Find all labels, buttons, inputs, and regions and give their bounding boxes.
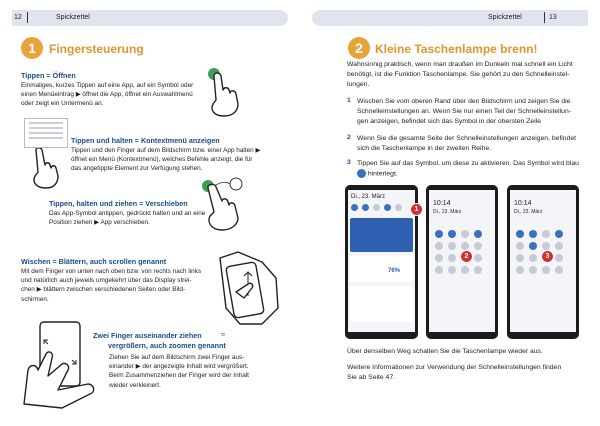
phone-screenshot-3 <box>507 185 579 339</box>
notification-card <box>350 286 413 322</box>
tap-text: Einmaliges, kurzes Tippen auf eine App, auf ein Symbol oder einen Menüeintrag ▶ öffnet die App, öffnet ein Auswahlmenü oder zeigt ein Untermenü an. <box>21 82 194 108</box>
section-number-badge: 1 <box>21 37 43 59</box>
hold-hand-illustration <box>28 148 60 190</box>
swipe-heading: Wischen = Blättern, auch scrollen genannt <box>21 257 167 266</box>
section-title: Fingersteuerung <box>49 42 144 56</box>
outro-text-1: Über denselben Weg schalten Sie die Taschenlampe wieder aus. <box>347 348 543 355</box>
phone-time: 10:14 <box>514 200 532 207</box>
tap-hand-illustration <box>200 66 242 118</box>
right-running-title: Spickzettel <box>488 14 522 21</box>
step-number: 3 <box>347 159 351 166</box>
notification-card <box>350 218 413 252</box>
step-marker-badge: 2 <box>460 250 473 263</box>
step-number: 1 <box>347 97 351 104</box>
left-header-bar <box>12 10 288 26</box>
battery-percent: 76% <box>388 268 401 274</box>
step-marker-badge: 1 <box>410 203 423 216</box>
phone-time: 10:14 <box>433 200 451 207</box>
drag-heading: Tippen, halten und ziehen = Verschieben <box>49 199 188 208</box>
right-header-bar <box>312 10 588 26</box>
right-page-number: 13 <box>549 14 557 21</box>
drag-text: Das App-Symbol antippen, gedrückt halten und an eine Position ziehen ▶ App verschieben. <box>49 210 206 227</box>
context-menu-illustration <box>24 118 68 148</box>
drag-hand-illustration <box>198 176 254 232</box>
left-running-title: Spickzettel <box>56 14 90 21</box>
phone-screenshot-2 <box>426 185 498 339</box>
left-page-number: 12 <box>14 14 22 21</box>
zoom-hand-illustration <box>18 314 104 410</box>
zoom-text: Ziehen Sie auf dem Bildschirm zwei Finger aus- einander ▶ der angezeigte Inhalt wird vergrößert. Beim Zusammenziehen der Finger wird der Inhalt wieder verkleinert. <box>109 354 249 389</box>
flashlight-icon <box>357 169 366 178</box>
phone-date: Di., 23. März <box>351 194 386 200</box>
section-number-badge: 2 <box>348 37 370 59</box>
zoom-approx-symbol: ≈ <box>221 330 226 339</box>
step-marker-badge: 3 <box>541 250 554 263</box>
outro-text-2: Weitere Informationen zur Verwendung der Schnelleinstellungen finden Sie ab Seite 47. <box>347 364 562 381</box>
step-2-text: Wenn Sie die gesamte Seite der Schnelleinstellungen anzeigen, befindet sich die Taschenlampe in der zweiten Reihe. <box>357 135 577 152</box>
tap-heading: Tippen = Öffnen <box>21 71 76 80</box>
notification-card <box>350 256 413 282</box>
header-divider <box>544 12 545 23</box>
hold-heading: Tippen und halten = Kontextmenü anzeigen <box>71 136 220 145</box>
header-divider <box>27 12 28 23</box>
step-1-text: Wischen Sie vom oberen Rand über den Bildschirm und zeigen Sie die Schnelleinstellungen an. Wenn Sie nur einen Teil der Schnelleinstellun- gen anzeigen, befindet sich das Symbol in der obersten Zeile <box>357 98 571 125</box>
step-3-text: Tippen Sie auf das Symbol, um diese zu aktivieren. Das Symbol wird blau hinterlegt. <box>357 160 579 178</box>
phone-date: Di., 23. März <box>514 209 543 215</box>
intro-text: Wahnsinnig praktisch, wenn man draußen im Dunkeln mal schnell ein Licht benötigt, ist die Funktion Taschenlampe. Sie gehört zu den Schnelleinstel- lungen. <box>347 61 573 88</box>
hold-text: Tippen und den Finger auf dem Bildschirm bzw. einer App halten ▶ öffnet ein Menü (Kontextmenü), welches Befehle anzeigt, die für das angetippte Element zur Verfügung stehen. <box>71 147 261 173</box>
phone-screenshot-1 <box>345 185 418 339</box>
zoom-heading-line2: vergrößern, auch zoomen genannt <box>108 341 226 350</box>
swipe-text: Mit dem Finger von unten nach oben bzw. von rechts nach links und natürlich auch jeweils umgekehrt über das Display strei- chen ▶ blättern zwischen verschiedenen Seiten oder Bild- schirmen. <box>21 268 202 303</box>
swipe-hand-illustration <box>218 238 286 326</box>
section-title: Kleine Taschenlampe brenn! <box>375 42 538 56</box>
phone-date: Di., 23. März <box>433 209 462 215</box>
step-number: 2 <box>347 134 351 141</box>
zoom-heading-line1: Zwei Finger auseinander ziehen <box>93 331 202 340</box>
